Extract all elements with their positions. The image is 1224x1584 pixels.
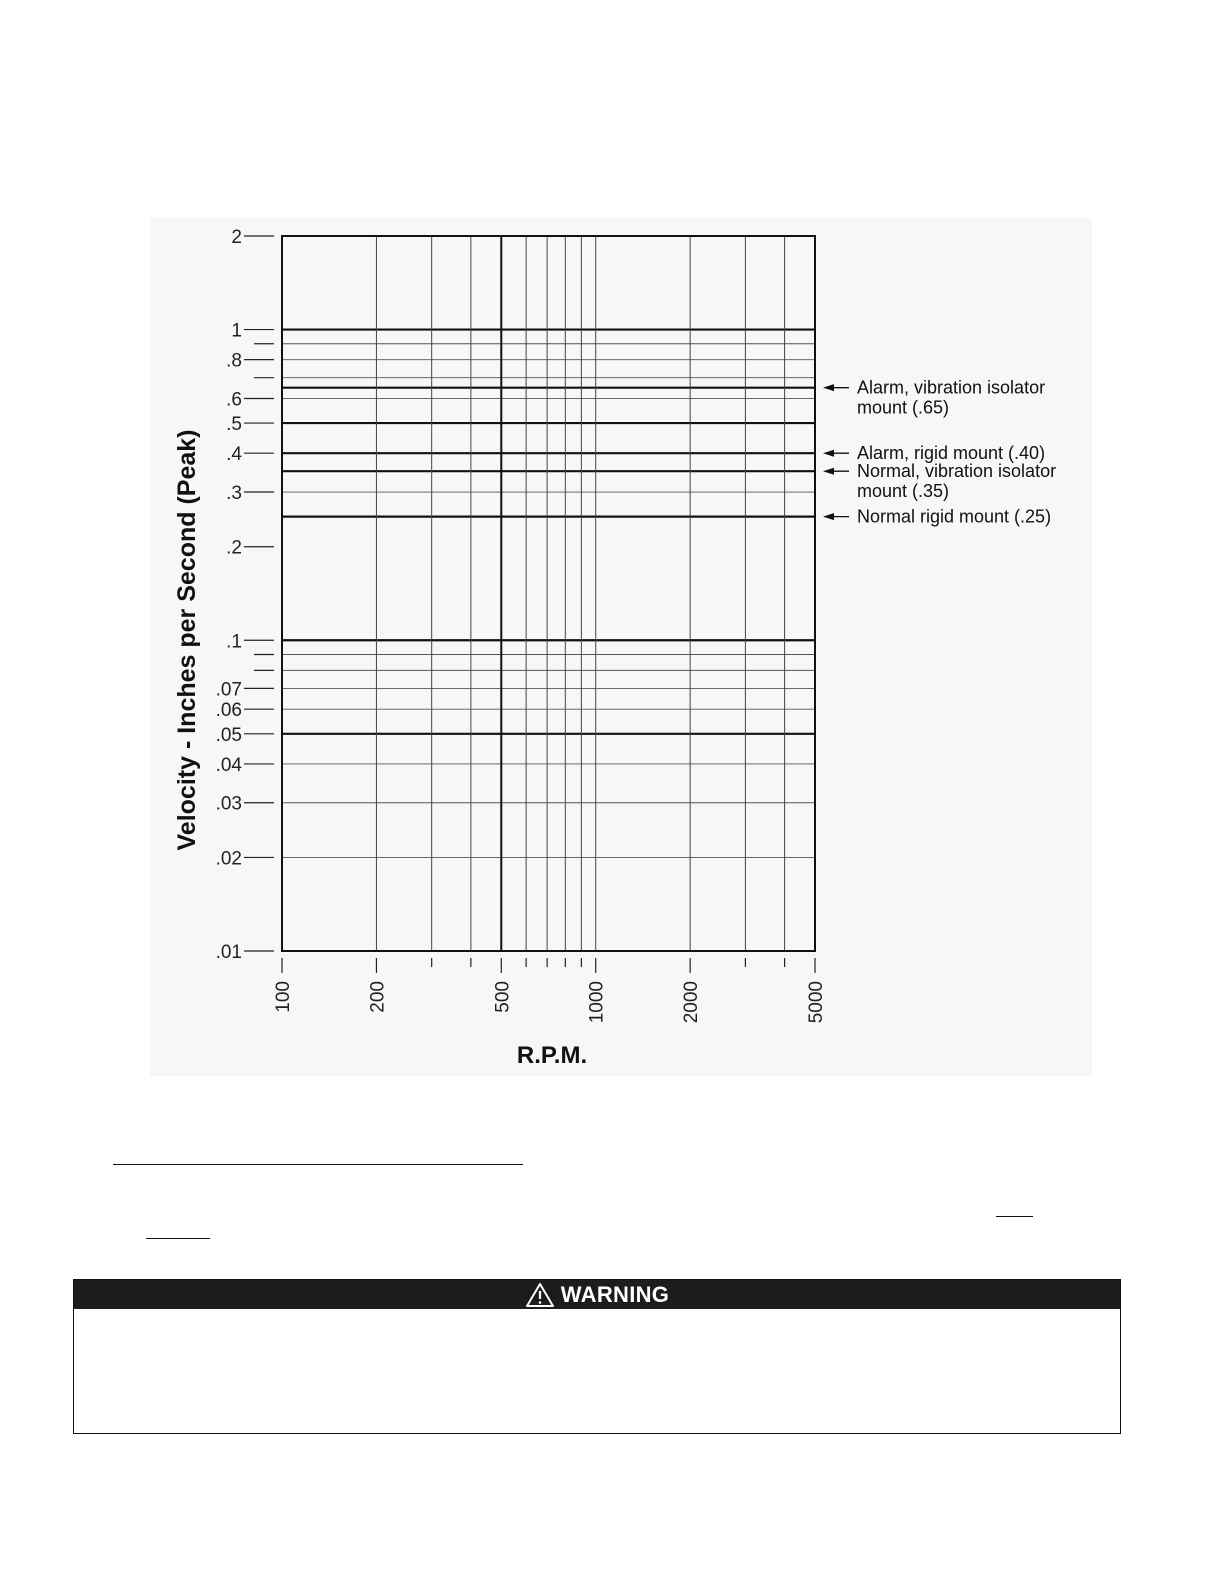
y-tick-label: .1 bbox=[226, 631, 242, 653]
warning-header bbox=[74, 1280, 1120, 1309]
x-tick-label: 100 bbox=[273, 981, 294, 1013]
vibration-chart bbox=[150, 218, 1092, 1076]
text-underline bbox=[146, 1238, 210, 1239]
y-tick-label: 1 bbox=[231, 320, 242, 342]
y-tick-label: .06 bbox=[215, 700, 242, 722]
y-tick-label: 2 bbox=[231, 227, 242, 248]
threshold-arrowhead bbox=[823, 468, 834, 475]
threshold-label: Normal rigid mount (.25) bbox=[857, 506, 1052, 527]
y-tick-label: .03 bbox=[215, 793, 242, 815]
plot-frame bbox=[282, 236, 815, 951]
x-tick-label: 5000 bbox=[806, 981, 827, 1024]
y-tick-label: .04 bbox=[215, 754, 242, 776]
y-tick-label: .4 bbox=[226, 444, 242, 466]
y-tick-label: .8 bbox=[226, 350, 242, 372]
warning-box bbox=[73, 1279, 1121, 1434]
warning-triangle-icon bbox=[525, 1282, 555, 1308]
threshold-label: Alarm, vibration isolator bbox=[857, 377, 1046, 398]
y-tick-label: .02 bbox=[215, 848, 242, 870]
y-tick-label: .3 bbox=[226, 483, 242, 505]
section-rule bbox=[113, 1164, 523, 1165]
x-tick-label: 1000 bbox=[586, 981, 608, 1024]
x-tick-label: 2000 bbox=[681, 981, 703, 1024]
y-tick-label: .6 bbox=[226, 389, 242, 411]
threshold-label: mount (.35) bbox=[857, 481, 950, 502]
y-axis-title: Velocity - Inches per Second (Peak) bbox=[173, 429, 201, 851]
text-underline bbox=[996, 1216, 1033, 1217]
threshold-arrowhead bbox=[823, 513, 834, 520]
threshold-label: Alarm, rigid mount (.40) bbox=[857, 443, 1046, 464]
x-tick-label: 500 bbox=[492, 981, 514, 1013]
warning-title: WARNING bbox=[560, 1281, 670, 1307]
chart-panel bbox=[150, 218, 1092, 1076]
y-tick-label: .5 bbox=[226, 414, 242, 436]
threshold-label: mount (.65) bbox=[857, 397, 950, 418]
threshold-arrowhead bbox=[823, 384, 834, 391]
threshold-label: Normal, vibration isolator bbox=[857, 461, 1057, 482]
x-axis-title: R.P.M. bbox=[516, 1042, 588, 1069]
y-tick-label: .05 bbox=[215, 724, 242, 746]
y-tick-label: .07 bbox=[215, 679, 242, 701]
y-tick-label: .01 bbox=[215, 942, 242, 963]
x-tick-label: 200 bbox=[367, 981, 389, 1013]
y-tick-label: .2 bbox=[226, 537, 242, 559]
threshold-arrowhead bbox=[823, 450, 834, 457]
